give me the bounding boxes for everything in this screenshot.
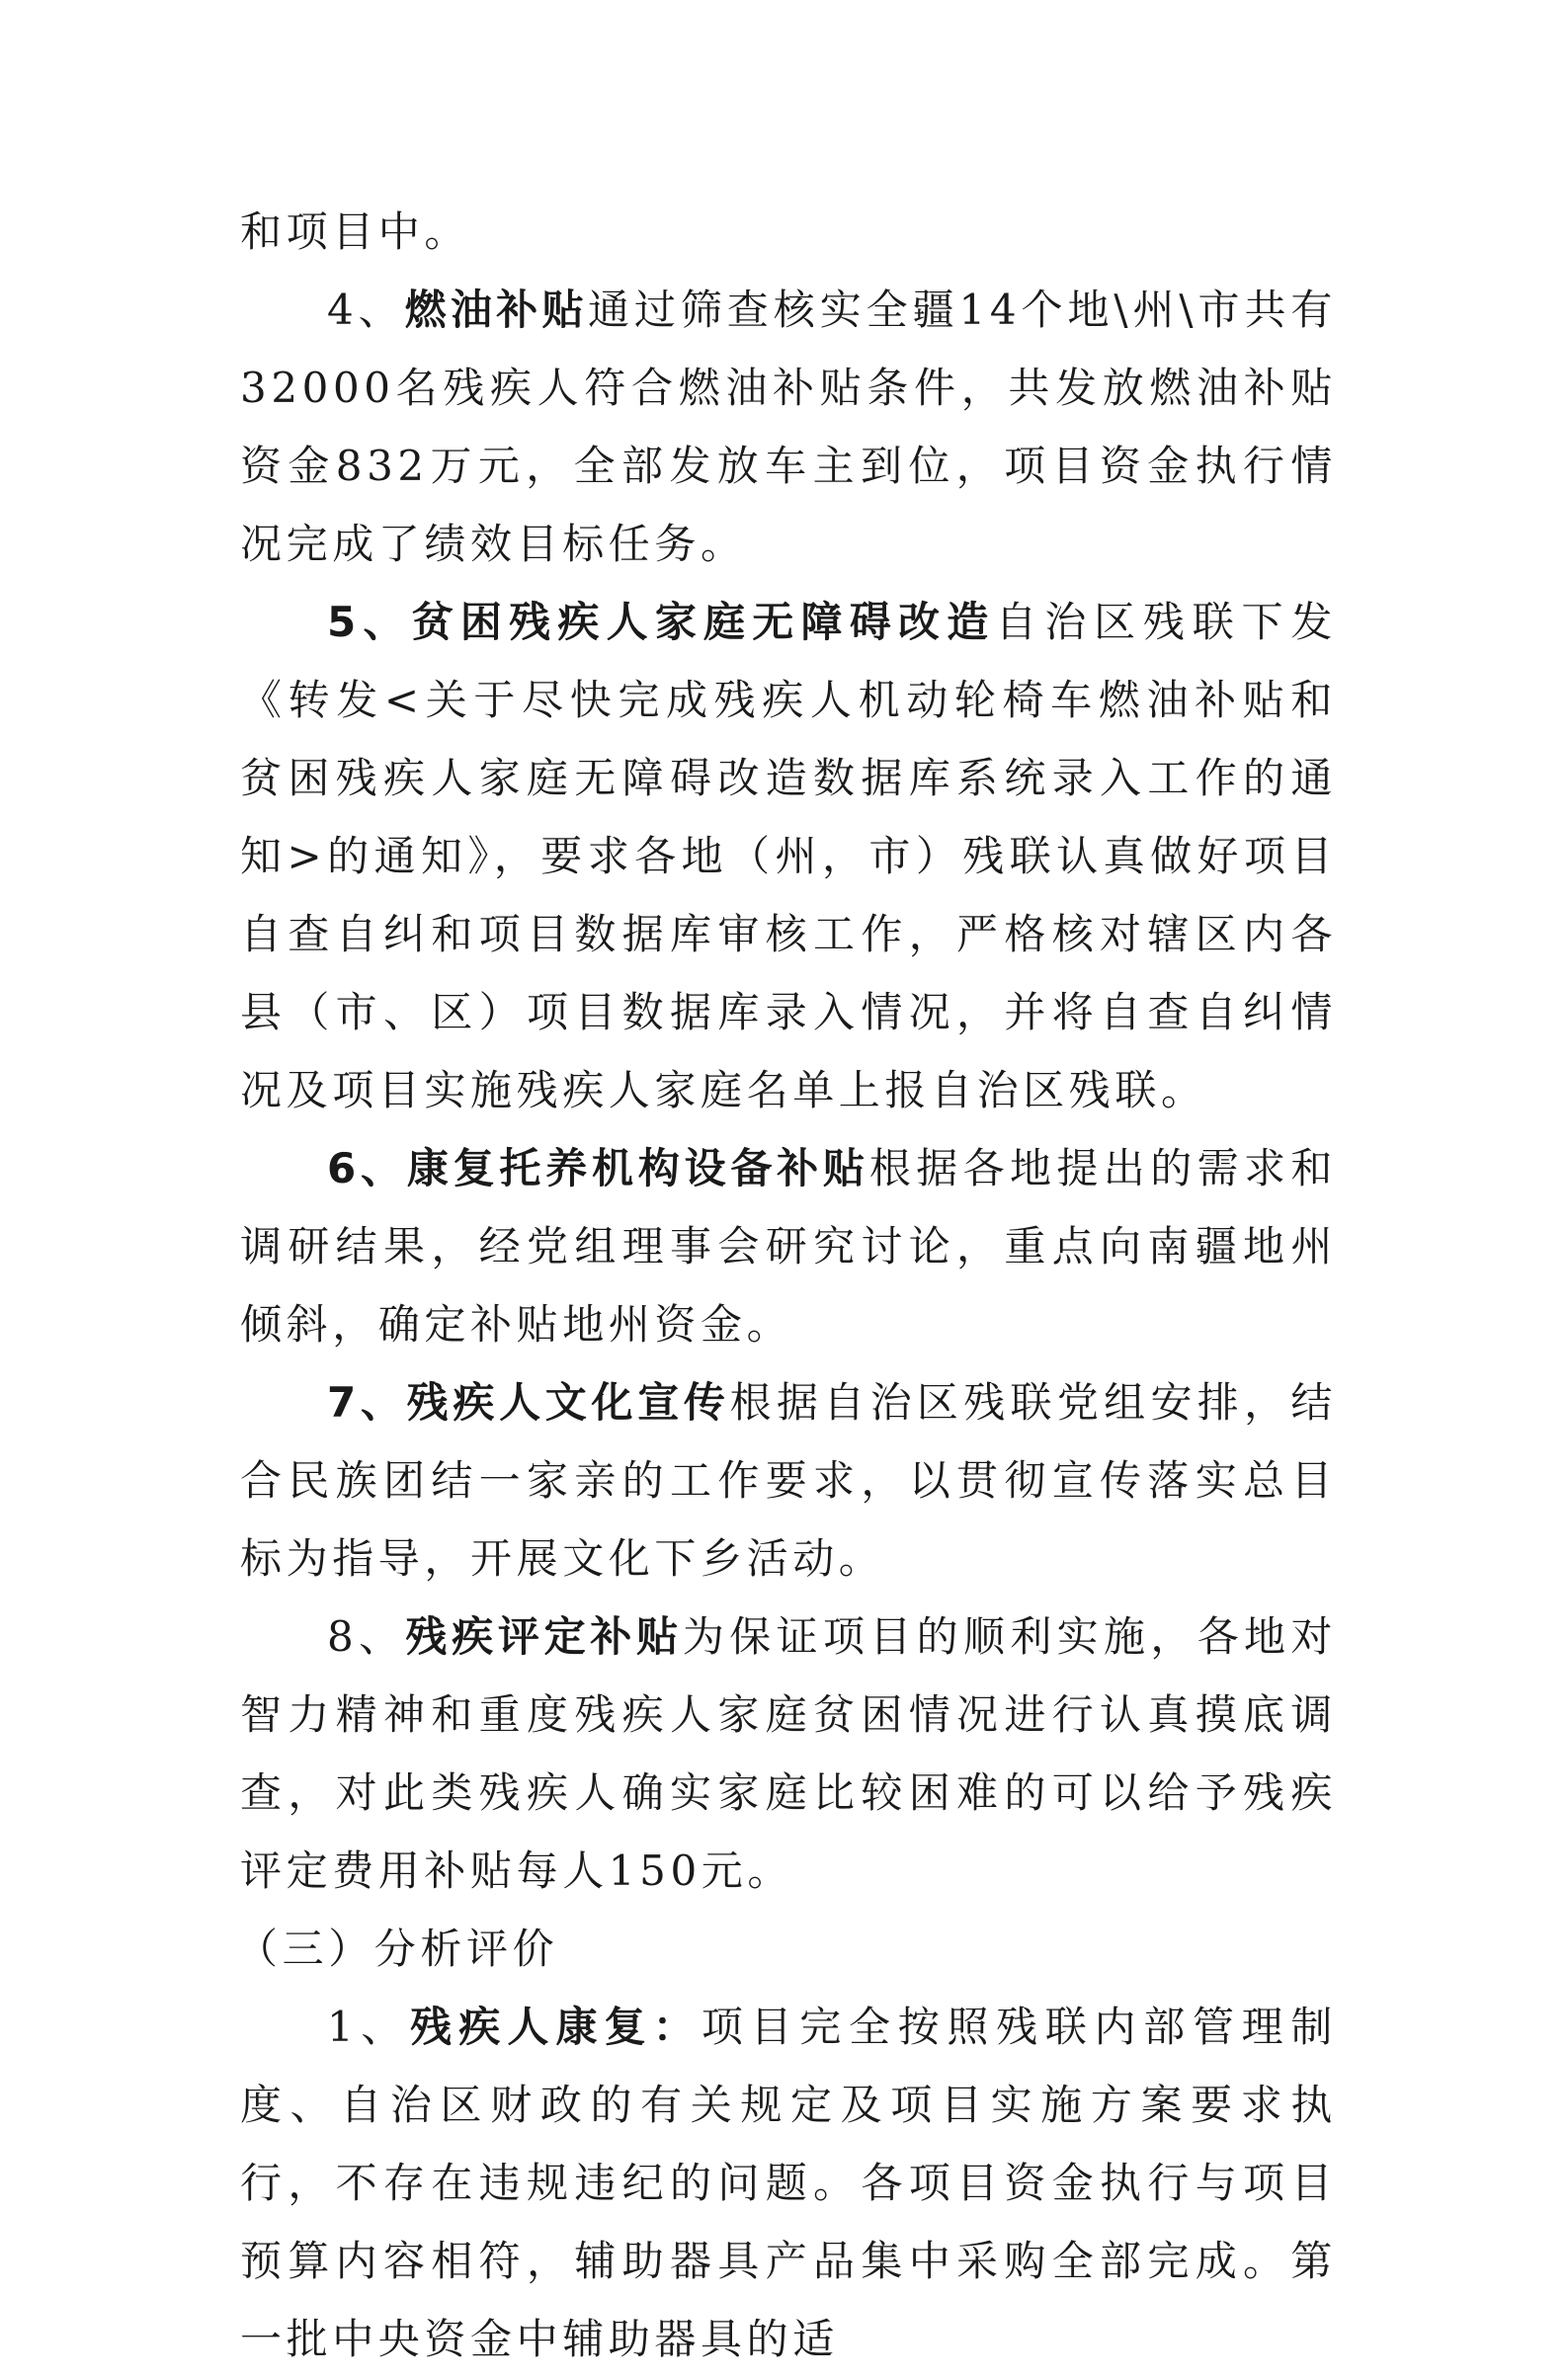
paragraph-lead: 贫困残疾人家庭无障碍改造	[411, 598, 996, 646]
paragraph-text: 根据自治区残联党组安排，结合民族团结一家亲的工作要求，以贯彻宣传落实总目标为指导，开展文化下乡活动。	[240, 1378, 1337, 1583]
paragraph-lead: 康复托养机构设备补贴	[406, 1144, 869, 1192]
continuation-paragraph: 和项目中。	[240, 207, 471, 256]
paragraph-assessment-subsidy	[240, 1598, 1337, 1910]
document-body	[236, 193, 1337, 2378]
paragraph-number: 5、	[327, 598, 412, 646]
paragraph-number: 7、	[327, 1378, 407, 1427]
section-heading: （三）分析评价	[236, 1925, 559, 1973]
paragraph-text: 为保证项目的顺利实施，各地对智力精神和重度残疾人家庭贫困情况进行认真摸底调查，对此类残疾人确实家庭比较困难的可以给予残疾评定费用补贴每人150元。	[240, 1612, 1337, 1895]
paragraph-text: 根据各地提出的需求和调研结果，经党组理事会研究讨论，重点向南疆地州倾斜，确定补贴地州资金。	[240, 1144, 1337, 1349]
paragraph-fuel-subsidy	[240, 271, 1337, 583]
paragraph-culture	[240, 1363, 1337, 1598]
paragraph-number: 1、	[327, 2003, 411, 2051]
paragraph-rehab-equipment	[240, 1129, 1337, 1363]
paragraph-text: 项目完全按照残联内部管理制度、自治区财政的有关规定及项目实施方案要求执行，不存在违规违纪的问题。各项目资金执行与项目预算内容相符，辅助器具产品集中采购全部完成。第一批中央资金中辅助器具的适	[240, 2003, 1337, 2363]
paragraph-lead: 残疾人康复：	[410, 2003, 701, 2051]
paragraph-text: 通过筛查核实全疆14个地\州\市共有32000名残疾人符合燃油补贴条件，共发放燃油补贴资金832万元，全部发放车主到位，项目资金执行情况完成了绩效目标任务。	[240, 286, 1337, 568]
paragraph-number: 8、	[327, 1612, 406, 1661]
paragraph-lead: 残疾评定补贴	[405, 1612, 683, 1661]
paragraph-rehabilitation-evaluation	[240, 1988, 1337, 2378]
paragraph-text: 自治区残联下发《转发<关于尽快完成残疾人机动轮椅车燃油补贴和贫困残疾人家庭无障碍改造数据库系统录入工作的通知>的通知》，要求各地（州，市）残联认真做好项目自查自纠和项目数据库审核工作，严格核对辖区内各县（市、区）项目数据库录入情况，并将自查自纠情况及项目实施残疾人家庭名单上报自治区残联。	[240, 598, 1337, 1114]
paragraph-number: 4、	[327, 286, 405, 334]
paragraph-lead: 燃油补贴	[404, 286, 588, 334]
paragraph-barrier-free	[240, 583, 1337, 1129]
paragraph-lead: 残疾人文化宣传	[406, 1378, 730, 1427]
paragraph-number: 6、	[327, 1144, 407, 1192]
